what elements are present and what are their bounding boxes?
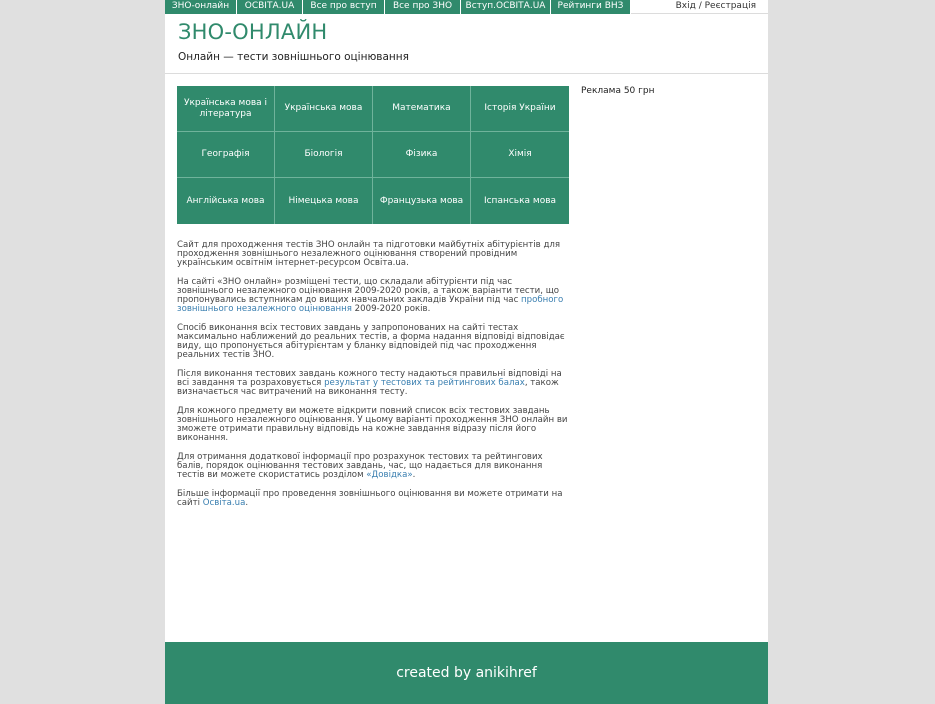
tests-paragraph (177, 278, 569, 314)
auth-links (676, 0, 756, 12)
help-paragraph (177, 453, 569, 480)
more-info-end: . (245, 498, 249, 508)
subject-ukr-lang[interactable]: Українська мова (275, 86, 373, 132)
more-info-text: Більше інформації про проведення зовнішнього оцінювання ви можете отримати на сайті (177, 489, 563, 508)
header-divider (165, 73, 768, 74)
tasks-paragraph: Для кожного предмету ви можете відкрити повний список всіх тестових завдань зовнішнього незалежного оцінювання. У цьому варіанті проходження ЗНО онлайн ви зможете отримати правильну відповідь на кожне завдання відразу після його виконання. (177, 406, 568, 443)
subject-spanish[interactable]: Іспанська мова (483, 195, 557, 206)
subject-chemistry[interactable]: Хімія (471, 132, 569, 178)
subject-biology[interactable]: Біологія (275, 132, 373, 178)
method-paragraph: Спосіб виконання всіх тестових завдань у запропонованих на сайті тестах максимально наближений до реальних тестів, а форма надання відповіді відповідає виду, що пропонується абітурієнтам у бланку відповідей під час проходження реальних тестів ЗНО. (177, 323, 565, 360)
tests-text-end: 2009-2020 років. (351, 304, 431, 314)
footer (165, 642, 768, 704)
login-link[interactable]: Вхід (675, 1, 696, 11)
nav-tab-zno-info[interactable]: Все про ЗНО (385, 0, 461, 14)
trial-zno-link[interactable]: пробного зовнішнього незалежного оцінювання (177, 295, 564, 314)
intro-paragraph: Сайт для проходження тестів ЗНО онлайн та підготовки майбутніх абітурієнтів для проходження зовнішнього незалежного оцінювання створений провідним українським освітнім інтернет-ресурсом Освіта.ua. (177, 240, 561, 268)
nav-tab-vstup[interactable]: Все про вступ (303, 0, 385, 14)
subject-geography[interactable]: Географія (177, 132, 275, 178)
subject-grid (177, 86, 569, 224)
ad-block[interactable]: Реклама 50 грн (581, 86, 655, 96)
osvita-link[interactable]: Освіта.ua (202, 498, 246, 508)
nav-tab-osvita[interactable]: ОСВІТА.UA (237, 0, 303, 14)
more-info-paragraph (177, 490, 569, 508)
site-title[interactable]: ЗНО-ОНЛАЙН (178, 20, 328, 44)
subject-english[interactable]: Англійська мова (177, 178, 275, 224)
tests-text-start: На сайті «ЗНО онлайн» розміщені тести, що складали абітурієнти під час зовнішнього незалежного оцінювання 2009-2020 років, а також варіанти тести, що пропонувались вступникам до вищих навчальних закладів України під час (177, 277, 560, 305)
page-container (165, 0, 768, 704)
footer-credit: created by anikihref (396, 665, 537, 681)
auth-separator: / (695, 1, 705, 11)
subject-ukr-lit[interactable]: Українська мова і література (177, 86, 275, 132)
results-link[interactable]: результат у тестових та рейтингових балах (324, 378, 525, 388)
main-content (177, 241, 569, 518)
nav-tab-vstup-osvita[interactable]: Вступ.ОСВІТА.UA (461, 0, 551, 14)
subject-physics[interactable]: Фізика (373, 132, 471, 178)
nav-tab-ratings[interactable]: Рейтинги ВНЗ (551, 0, 631, 14)
help-link[interactable]: «Довідка» (366, 470, 413, 480)
top-navigation (165, 0, 768, 14)
site-subtitle: Онлайн — тести зовнішнього оцінювання (178, 51, 409, 63)
register-link[interactable]: Реєстрація (704, 1, 756, 11)
results-paragraph (177, 370, 569, 397)
nav-tabs (165, 0, 631, 14)
subject-math[interactable]: Математика (373, 86, 471, 132)
results-text-start: Після виконання тестових завдань кожного тесту надаються правильні відповіді на всі завдання та розраховується (177, 369, 562, 388)
subject-german[interactable]: Німецька мова (275, 178, 373, 224)
results-text-end: , також визначається час витрачений на виконання тесту. (177, 378, 559, 397)
subject-french[interactable]: Французька мова (373, 178, 471, 224)
help-text-end: . (412, 470, 416, 480)
subject-history[interactable]: Історія України (471, 86, 569, 132)
nav-tab-zno-online[interactable]: ЗНО-онлайн (165, 0, 237, 14)
help-text-start: Для отримання додаткової інформації про розрахунок тестових та рейтингових балів, порядок оцінювання тестових завдань, час, що надається для виконання тестів ви можете скористатись розділом (177, 452, 543, 480)
